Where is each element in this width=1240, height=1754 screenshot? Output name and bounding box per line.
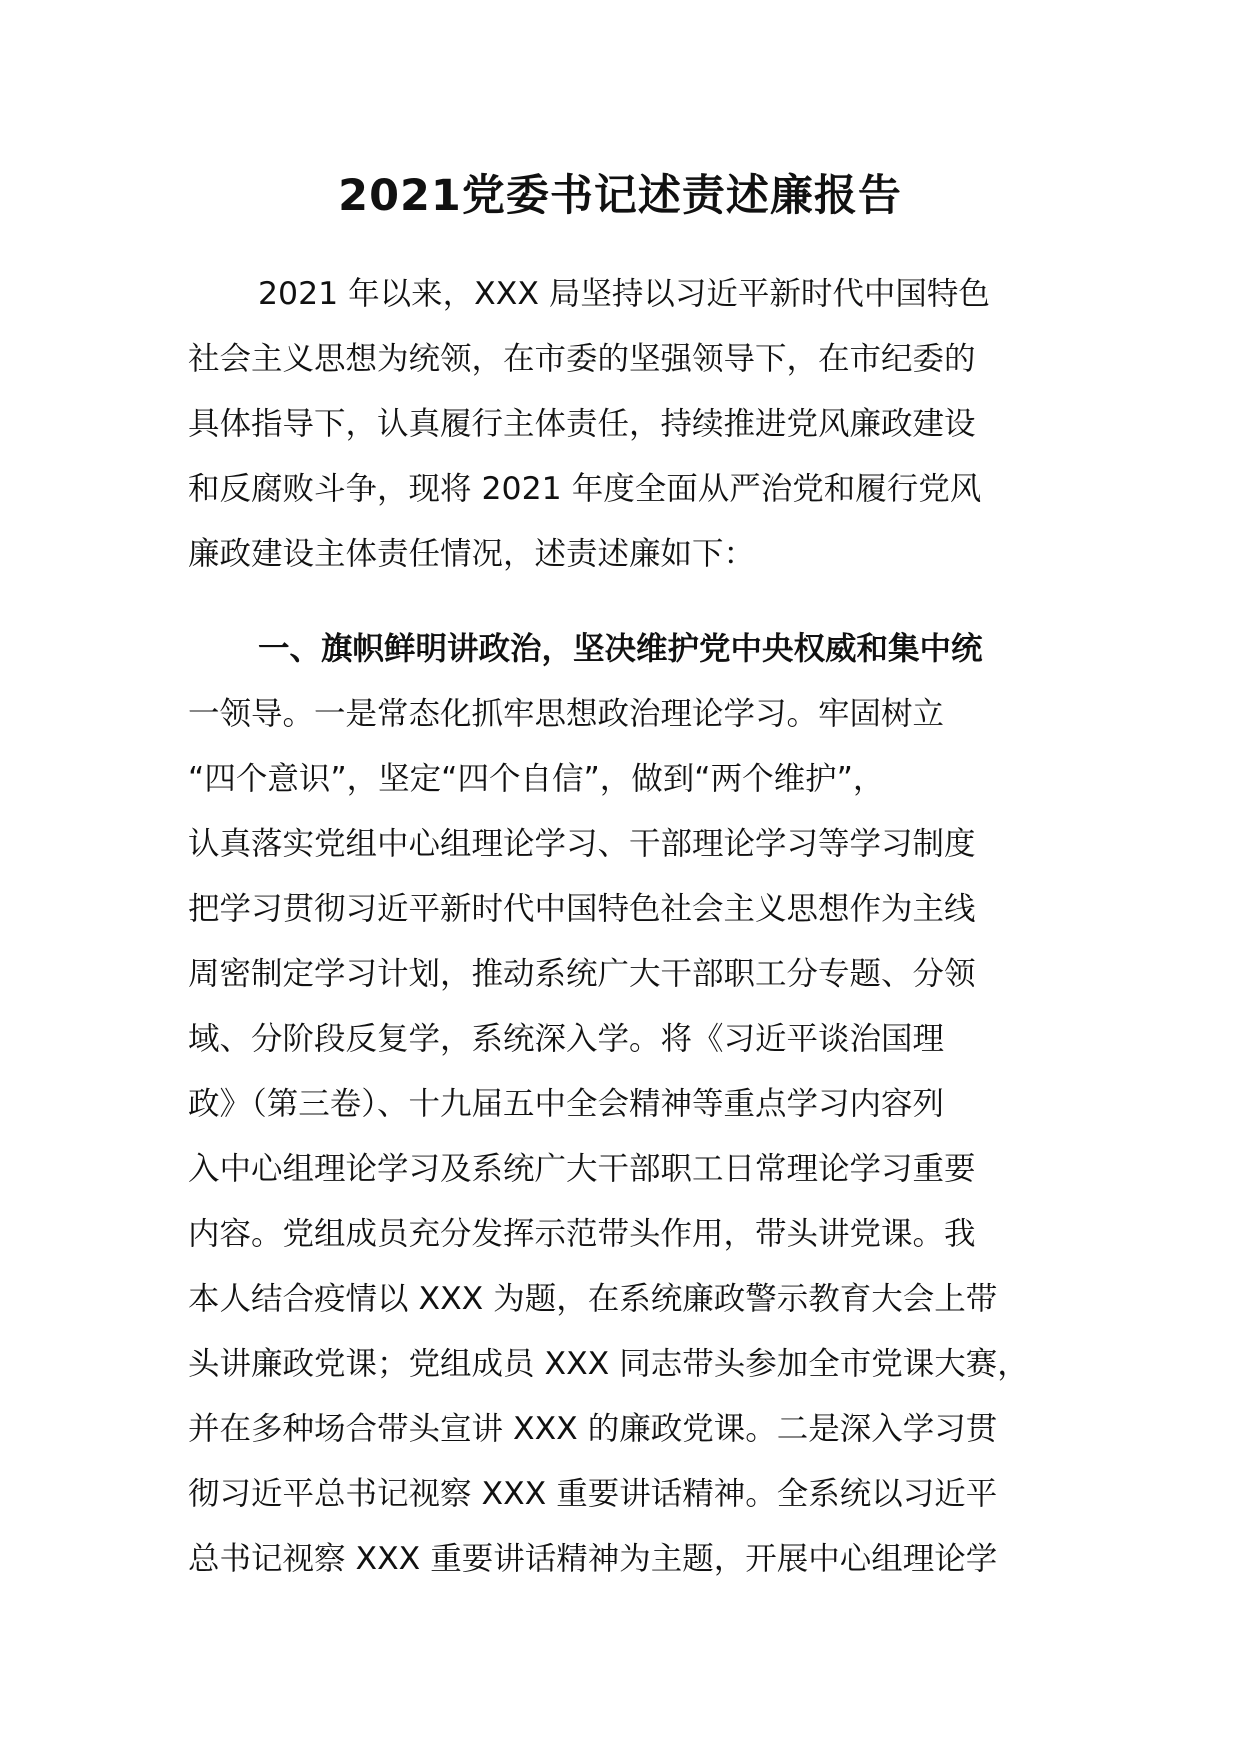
paragraph-line: 社会主义思想为统领，在市委的坚强领导下，在市纪委的 xyxy=(188,341,976,377)
paragraph-line: 2021 年以来，XXX 局坚持以习近平新时代中国特色 xyxy=(258,276,990,312)
paragraph-line: 廉政建设主体责任情况，述责述廉如下： xyxy=(188,536,756,572)
paragraph-gap xyxy=(188,587,1068,617)
paragraph-line: 认真落实党组中心组理论学习、干部理论学习等学习制度 xyxy=(188,826,976,862)
paragraph-line: 具体指导下，认真履行主体责任，持续推进党风廉政建设 xyxy=(188,406,976,442)
section-heading: 一、旗帜鲜明讲政治，坚决维护党中央权威和集中统 xyxy=(258,631,983,667)
paragraph-line: 总书记视察 XXX 重要讲话精神为主题，开展中心组理论学 xyxy=(188,1541,998,1577)
paragraph-line: 入中心组理论学习及系统广大干部职工日常理论学习重要 xyxy=(188,1151,976,1187)
paragraph-line: 域、分阶段反复学，系统深入学。将《习近平谈治国理 xyxy=(188,1021,945,1057)
paragraph-line: 把学习贯彻习近平新时代中国特色社会主义思想作为主线 xyxy=(188,891,976,927)
paragraph-line: 周密制定学习计划，推动系统广大干部职工分专题、分领 xyxy=(188,956,976,992)
paragraph-line: 头讲廉政党课；党组成员 XXX 同志带头参加全市党课大赛， xyxy=(188,1346,1029,1382)
document-body xyxy=(188,262,1068,1592)
paragraph-line: 并在多种场合带头宣讲 XXX 的廉政党课。二是深入学习贯 xyxy=(188,1411,998,1447)
paragraph-line: 内容。党组成员充分发挥示范带头作用，带头讲党课。我 xyxy=(188,1216,976,1252)
paragraph-line: 一领导。一是常态化抓牢思想政治理论学习。牢固树立 xyxy=(188,696,945,732)
paragraph-line: “四个意识”，坚定“四个自信”，做到“两个维护”， xyxy=(188,761,885,797)
paragraph-line: 彻习近平总书记视察 XXX 重要讲话精神。全系统以习近平 xyxy=(188,1476,998,1512)
paragraph-line: 政》（第三卷）、十九届五中全会精神等重点学习内容列 xyxy=(188,1086,945,1122)
document-title: 2021党委书记述责述廉报告 xyxy=(338,171,902,221)
paragraph-line: 和反腐败斗争，现将 2021 年度全面从严治党和履行党风 xyxy=(188,471,982,507)
paragraph-line: 本人结合疫情以 XXX 为题，在系统廉政警示教育大会上带 xyxy=(188,1281,998,1317)
